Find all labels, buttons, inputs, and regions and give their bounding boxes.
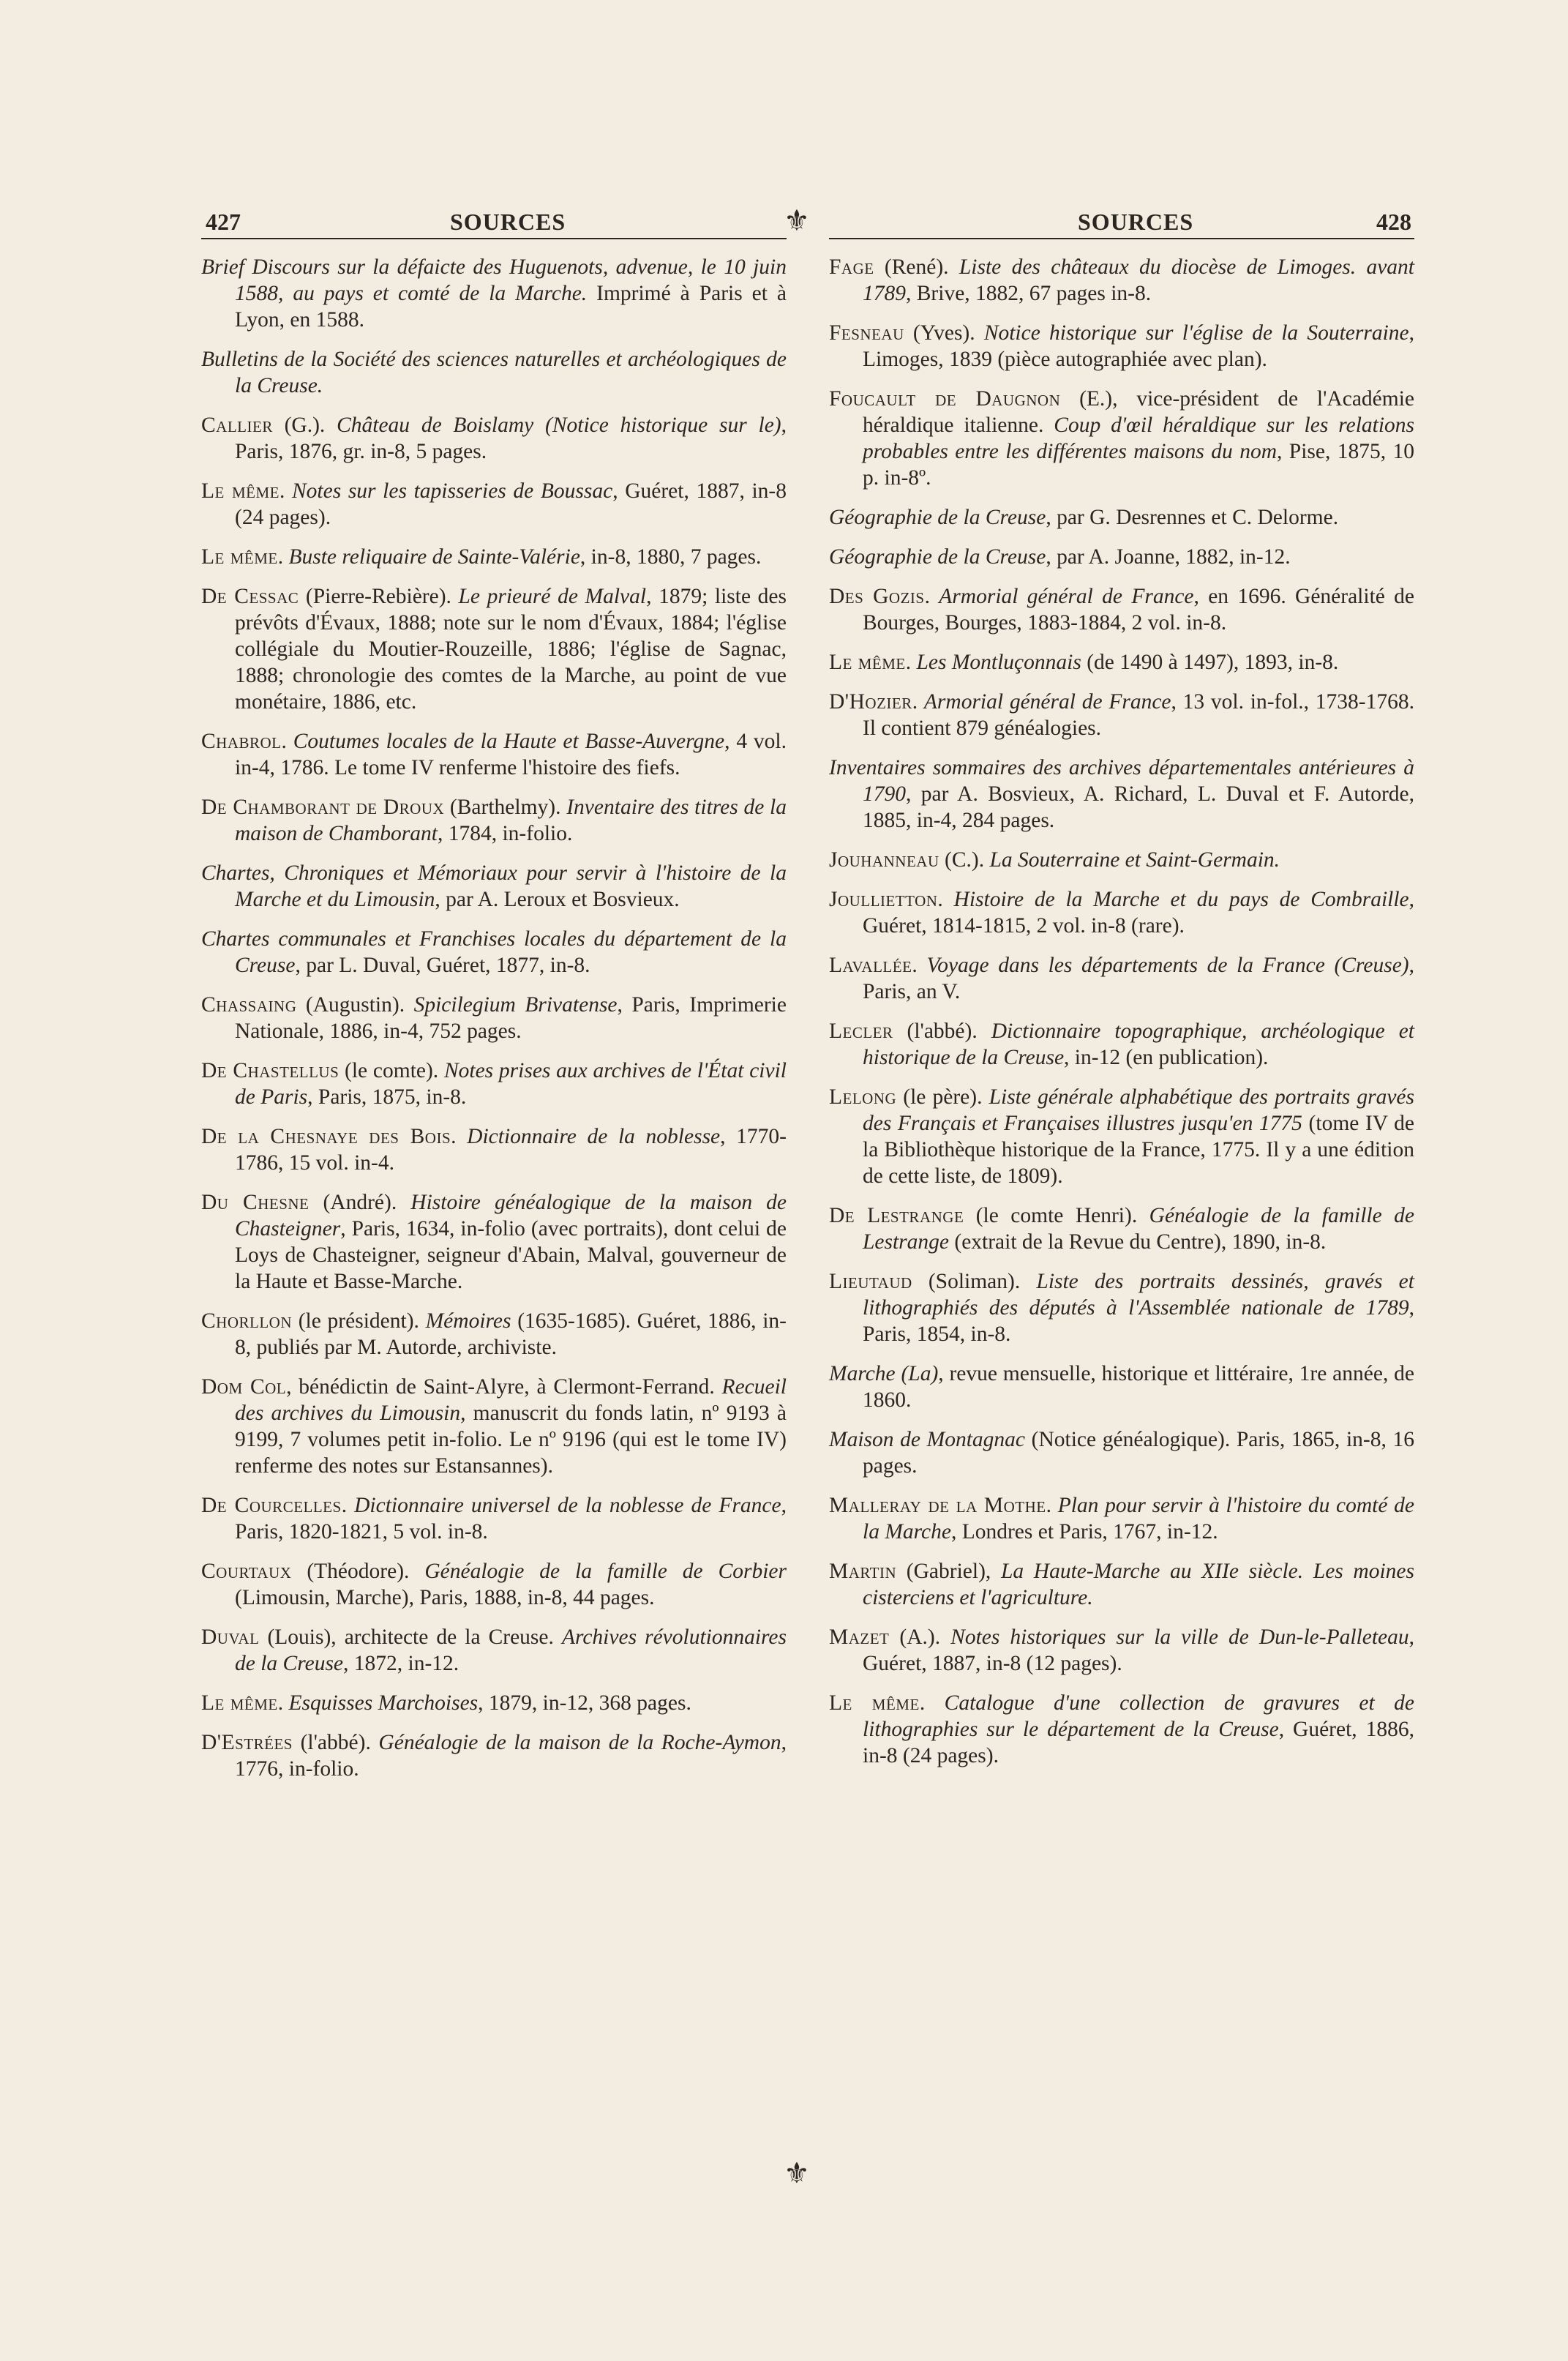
bibliography-entry	[829, 1361, 1414, 1413]
entry-text: (l'abbé).	[293, 1731, 379, 1754]
entry-details: , Paris, 1875, in-8.	[307, 1085, 467, 1109]
entry-details: (Limousin, Marche), Paris, 1888, in-8, 44 pages.	[235, 1586, 655, 1609]
entry-author: De Chastellus	[201, 1059, 340, 1082]
entry-text: .	[341, 1494, 355, 1517]
bibliography-entry	[201, 254, 787, 333]
entry-author: Courtaux	[201, 1560, 292, 1583]
entry-author: Lelong	[829, 1085, 897, 1109]
entry-author: D'Estrées	[201, 1731, 293, 1754]
bibliography-entry	[201, 478, 787, 531]
bibliography-entry	[201, 1690, 787, 1716]
entry-title: Dictionnaire topographique, archéologique et historique de la Creuse	[863, 1019, 1414, 1069]
entry-author: De la Chesnaye des Bois	[201, 1125, 451, 1148]
entry-details: , Paris, 1820-1821, 5 vol. in-8.	[235, 1494, 787, 1544]
entry-title: Notes prises aux archives de l'État civil de Paris	[235, 1059, 787, 1109]
entry-author: Martin	[829, 1560, 897, 1583]
entry-author: Lieutaud	[829, 1270, 912, 1293]
bibliography-entry	[201, 1624, 787, 1677]
entry-title: Le prieuré de Malval	[458, 585, 647, 608]
entry-details: , Guéret, 1887, in-8 (24 pages).	[235, 479, 787, 529]
entry-details: , Limoges, 1839 (pièce autographiée avec plan).	[863, 321, 1414, 371]
bibliography-entry	[201, 1123, 787, 1176]
entry-author: Fage	[829, 255, 874, 279]
bibliography-entry	[201, 583, 787, 715]
entry-text: (Soliman).	[912, 1270, 1037, 1293]
entry-text: (E.), vice-président de l'Académie héraldique italienne.	[863, 387, 1414, 437]
entry-title: Histoire généalogique de la maison de Chasteigner	[235, 1191, 787, 1241]
entry-title: Notice historique sur l'église de la Souterraine	[983, 321, 1409, 345]
entry-details: , revue mensuelle, historique et littéraire, 1re année, de 1860.	[863, 1362, 1414, 1412]
entry-title: Généalogie de la famille de Corbier	[424, 1560, 787, 1583]
entry-title: Mémoires	[425, 1309, 511, 1333]
entry-details: , en 1696. Généralité de Bourges, Bourges, 1883-1884, 2 vol. in-8.	[863, 585, 1415, 635]
entry-text: (le père).	[896, 1085, 989, 1109]
bibliography-entry	[829, 649, 1414, 676]
entry-title: Buste reliquaire de Sainte-Valérie	[288, 545, 580, 569]
entry-details: , Guéret, 1814-1815, 2 vol. in-8 (rare).	[863, 888, 1415, 938]
entry-text: .	[905, 651, 917, 674]
entry-author: Fesneau	[829, 321, 904, 345]
entry-details: , 1879; liste des prévôts d'Évaux, 1888; note sur le nom d'Évaux, 1884; l'église collégiale du Moutier-Rouzeille, 1886; l'église de Sagnac, 1888; chronologie des comtes de la Marche, au point de vue monétaire, 1886, etc.	[235, 585, 787, 714]
right-page	[829, 201, 1414, 1782]
entry-author: Le même	[829, 651, 906, 674]
entry-details: , 1879, in-12, 368 pages.	[478, 1691, 691, 1715]
entry-details: , in-12 (en publication).	[1064, 1046, 1269, 1069]
entry-text: (Pierre-Rebière).	[299, 585, 459, 608]
left-page	[201, 201, 787, 1795]
right-page-header	[829, 201, 1414, 239]
entry-details: , par G. Desrennes et C. Delorme.	[1046, 506, 1339, 529]
bibliography-entry	[829, 1426, 1414, 1479]
entry-details: , 1784, in-folio.	[437, 822, 573, 845]
bibliography-entry	[829, 583, 1414, 636]
entry-text: (C.).	[939, 848, 990, 872]
entry-text: (René).	[874, 255, 959, 279]
entry-text: (Augustin).	[296, 993, 414, 1017]
entry-text: (l'abbé).	[893, 1019, 991, 1043]
entry-author: De Courcelles	[201, 1494, 342, 1517]
entry-title: La Haute-Marche au XIIe siècle. Les moines cisterciens et l'agriculture.	[863, 1560, 1414, 1609]
entry-text: (le président).	[292, 1309, 426, 1333]
entry-author: Dom Col	[201, 1375, 287, 1399]
entry-author: Mazet	[829, 1625, 890, 1649]
entry-title: Dictionnaire de la noblesse	[467, 1125, 721, 1148]
bibliography-entry	[829, 544, 1414, 570]
entry-title: Les Montluçonnais	[916, 651, 1081, 674]
bibliography-entry	[201, 1492, 787, 1545]
entry-title: Château de Boislamy (Notice historique sur le)	[337, 414, 781, 437]
bottom-ornament-icon: ⚜	[784, 2157, 810, 2190]
bibliography-entry	[829, 1690, 1414, 1769]
entry-text: .	[277, 545, 289, 569]
bibliography-entry	[829, 952, 1414, 1005]
left-entry-list	[201, 254, 787, 1782]
entry-title: Esquisses Marchoises	[288, 1691, 479, 1715]
entry-text: .	[924, 585, 939, 608]
entry-title: Liste des châteaux du diocèse de Limoges. avant 1789	[863, 255, 1415, 305]
entry-author: De Chamborant de Droux	[201, 796, 445, 819]
entry-text: (Louis), architecte de la Creuse.	[259, 1625, 562, 1649]
bibliography-entry	[201, 860, 787, 913]
entry-title: Généalogie de la maison de la Roche-Aymon	[378, 1731, 781, 1754]
bibliography-entry	[829, 1492, 1414, 1545]
entry-title: La Souterraine et Saint-Germain.	[989, 848, 1280, 872]
entry-title: Chartes, Chroniques et Mémoriaux pour servir à l'histoire de la Marche et du Limousin	[201, 861, 787, 911]
entry-author: Joullietton	[829, 888, 938, 911]
entry-text: .	[912, 954, 927, 977]
left-page-header	[201, 201, 787, 239]
entry-text: (Yves).	[904, 321, 984, 345]
entry-text: .	[281, 730, 293, 753]
entry-text: .	[912, 690, 924, 714]
bibliography-entry	[201, 346, 787, 399]
entry-text: (A.).	[889, 1625, 951, 1649]
entry-details: , par A. Leroux et Bosvieux.	[435, 888, 680, 911]
entry-details: (Notice généalogique). Paris, 1865, in-8, 16 pages.	[863, 1428, 1414, 1478]
entry-title: Recueil des archives du Limousin	[235, 1375, 787, 1425]
bibliography-entry	[829, 1624, 1414, 1677]
entry-details: , 13 vol. in-fol., 1738-1768. Il contient 879 généalogies.	[863, 690, 1415, 740]
entry-title: Voyage dans les départements de la France (Creuse)	[926, 954, 1409, 977]
entry-details: (de 1490 à 1497), 1893, in-8.	[1081, 651, 1339, 674]
entry-text: (le comte Henri).	[964, 1204, 1149, 1227]
entry-text: (Gabriel),	[896, 1560, 1001, 1583]
entry-text: (le comte).	[339, 1059, 444, 1082]
entry-details: , par A. Joanne, 1882, in-12.	[1046, 545, 1291, 569]
entry-details: , 4 vol. in-4, 1786. Le tome IV renferme l'histoire des fiefs.	[235, 730, 787, 779]
left-page-number: 427	[206, 209, 241, 235]
entry-author: Chorllon	[201, 1309, 293, 1333]
entry-title: Dictionnaire universel de la noblesse de France	[354, 1494, 781, 1517]
entry-title: Liste générale alphabétique des portraits gravés des Français et Françaises illustres jusqu'en 1775	[863, 1085, 1415, 1135]
entry-text: .	[277, 1691, 289, 1715]
bibliography-entry	[829, 386, 1414, 491]
bibliography-entry	[829, 689, 1414, 741]
entry-author: Duval	[201, 1625, 260, 1649]
entry-details: , manuscrit du fonds latin, nº 9193 à 9199, 7 volumes petit in-folio. Le nº 9196 (qui est le tome IV) renferme des notes sur Estansannes).	[235, 1402, 787, 1478]
entry-title: Généalogie de la famille de Lestrange	[863, 1204, 1415, 1254]
entry-details: , Paris, 1854, in-8.	[863, 1296, 1414, 1346]
bibliography-entry	[829, 1084, 1414, 1189]
bibliography-entry	[201, 1374, 787, 1479]
entry-author: Le même	[201, 545, 278, 569]
right-entry-list	[829, 254, 1414, 1769]
entry-author: Malleray de la Mothe	[829, 1494, 1046, 1517]
entry-title: Inventaires sommaires des archives départementales antérieures à 1790	[829, 756, 1414, 806]
entry-title: Inventaire des titres de la maison de Chamborant	[235, 796, 787, 845]
bibliography-entry	[829, 1268, 1414, 1347]
entry-title: Archives révolutionnaires de la Creuse	[235, 1625, 787, 1675]
entry-text: (Barthelmy).	[444, 796, 567, 819]
bibliography-entry	[201, 728, 787, 781]
bibliography-entry	[829, 847, 1414, 873]
entry-author: Le même	[829, 1691, 920, 1715]
entry-title: Marche (La)	[829, 1362, 939, 1385]
entry-text: .	[279, 479, 292, 503]
right-page-number: 428	[1376, 209, 1411, 235]
bibliography-entry	[201, 1058, 787, 1110]
bibliography-entry	[201, 412, 787, 465]
entry-details: (extrait de la Revue du Centre), 1890, in-8.	[949, 1230, 1327, 1254]
entry-text: (Théodore).	[291, 1560, 425, 1583]
right-running-title: SOURCES	[1078, 209, 1194, 235]
entry-author: Callier	[201, 414, 273, 437]
entry-title: Chartes communales et Franchises locales du département de la Creuse	[201, 927, 787, 977]
entry-title: Géographie de la Creuse	[829, 506, 1046, 529]
bibliography-entry	[829, 755, 1414, 834]
bibliography-entry	[201, 1189, 787, 1295]
entry-text: .	[919, 1691, 945, 1715]
entry-title: Géographie de la Creuse	[829, 545, 1046, 569]
entry-author: Jouhanneau	[829, 848, 939, 872]
entry-author: D'Hozier	[829, 690, 912, 714]
entry-text: (André).	[309, 1191, 411, 1214]
bibliography-entry	[829, 886, 1414, 939]
entry-title: Armorial général de France	[939, 585, 1194, 608]
entry-details: , Guéret, 1886, in-8 (24 pages).	[863, 1718, 1414, 1767]
entry-title: Plan pour servir à l'histoire du comté de la Marche	[863, 1494, 1415, 1544]
entry-author: Le même	[201, 479, 280, 503]
bibliography-entry	[201, 1729, 787, 1782]
entry-author: Des Gozis	[829, 585, 925, 608]
bibliography-entry	[201, 544, 787, 570]
bibliography-entry	[201, 926, 787, 979]
entry-details: , Paris, an V.	[863, 954, 1414, 1003]
bibliography-entry	[829, 1558, 1414, 1611]
entry-details: , Paris, Imprimerie Nationale, 1886, in-4, 752 pages.	[235, 993, 787, 1043]
entry-author: De Lestrange	[829, 1204, 964, 1227]
bibliography-entry	[829, 504, 1414, 531]
bibliography-entry	[829, 1018, 1414, 1071]
entry-text: (G.).	[272, 414, 337, 437]
entry-details: , 1872, in-12.	[343, 1652, 459, 1675]
entry-details: Imprimé à Paris et à Lyon, en 1588.	[235, 282, 787, 332]
entry-details: , Paris, 1634, in-folio (avec portraits), dont celui de Loys de Chasteigner, seigneur d'Abain, Malval, gouverneur de la Haute et Basse-Marche.	[235, 1217, 787, 1293]
entry-author: Chassaing	[201, 993, 297, 1017]
top-ornament-icon: ⚜	[784, 204, 810, 237]
bibliography-entry	[201, 1558, 787, 1611]
entry-title: Spicilegium Brivatense	[413, 993, 618, 1017]
entry-details: , 1776, in-folio.	[235, 1731, 787, 1781]
entry-details: , 1770-1786, 15 vol. in-4.	[235, 1125, 787, 1175]
entry-title: Liste des portraits dessinés, gravés et lithographiés des députés à l'Assemblée nationale de 1789	[863, 1270, 1414, 1320]
entry-author: Chabrol	[201, 730, 282, 753]
entry-details: , Londres et Paris, 1767, in-12.	[950, 1520, 1218, 1544]
entry-title: Armorial général de France	[923, 690, 1171, 714]
bibliography-entry	[829, 254, 1414, 307]
entry-title: Histoire de la Marche et du pays de Combraille	[953, 888, 1409, 911]
entry-text: .	[937, 888, 954, 911]
entry-title: Maison de Montagnac	[829, 1428, 1026, 1451]
entry-title: Notes historiques sur la ville de Dun-le-Palleteau	[950, 1625, 1409, 1649]
entry-details: , Guéret, 1887, in-8 (12 pages).	[863, 1625, 1415, 1675]
entry-title: Catalogue d'une collection de gravures et de lithographies sur le département de la Creuse	[863, 1691, 1414, 1741]
bibliography-entry	[829, 1202, 1414, 1255]
entry-details: , Pise, 1875, 10 p. in-8º.	[863, 440, 1414, 490]
entry-title: Notes sur les tapisseries de Boussac	[292, 479, 613, 503]
bibliography-entry	[829, 320, 1414, 373]
entry-author: Du Chesne	[201, 1191, 310, 1214]
entry-author: Lavallée	[829, 954, 912, 977]
entry-details: , par A. Bosvieux, A. Richard, L. Duval et F. Autorde, 1885, in-4, 284 pages.	[863, 782, 1414, 832]
bibliography-entry	[201, 1308, 787, 1361]
entry-details: , Brive, 1882, 67 pages in-8.	[906, 282, 1152, 305]
entry-details: (tome IV de la Bibliothèque historique de la France, 1775. Il y a une édition de cette liste, de 1809).	[863, 1112, 1415, 1188]
bibliography-entry	[201, 794, 787, 847]
entry-details: , in-8, 1880, 7 pages.	[579, 545, 762, 569]
entry-details: , Paris, 1876, gr. in-8, 5 pages.	[235, 414, 787, 463]
entry-title: Bulletins de la Société des sciences naturelles et archéologiques de la Creuse.	[201, 348, 787, 397]
entry-author: Lecler	[829, 1019, 893, 1043]
entry-text: .	[451, 1125, 468, 1148]
entry-details: , par L. Duval, Guéret, 1877, in-8.	[295, 954, 590, 977]
entry-text: .	[1046, 1494, 1058, 1517]
entry-author: Le même	[201, 1691, 278, 1715]
entry-title: Coup d'œil héraldique sur les relations probables entre les différentes maisons du nom	[863, 414, 1415, 463]
entry-title: Coutumes locales de la Haute et Basse-Auvergne	[293, 730, 725, 753]
entry-author: De Cessac	[201, 585, 299, 608]
left-running-title: SOURCES	[450, 209, 566, 235]
entry-text: , bénédictin de Saint-Alyre, à Clermont-Ferrand.	[286, 1375, 722, 1399]
entry-title: Brief Discours sur la défaicte des Huguenots, advenue, le 10 juin 1588, au pays et comté de la Marche.	[201, 255, 787, 305]
entry-details: (1635-1685). Guéret, 1886, in-8, publiés par M. Autorde, archiviste.	[235, 1309, 787, 1359]
entry-author: Foucault de Daugnon	[829, 387, 1061, 411]
bibliography-entry	[201, 992, 787, 1044]
